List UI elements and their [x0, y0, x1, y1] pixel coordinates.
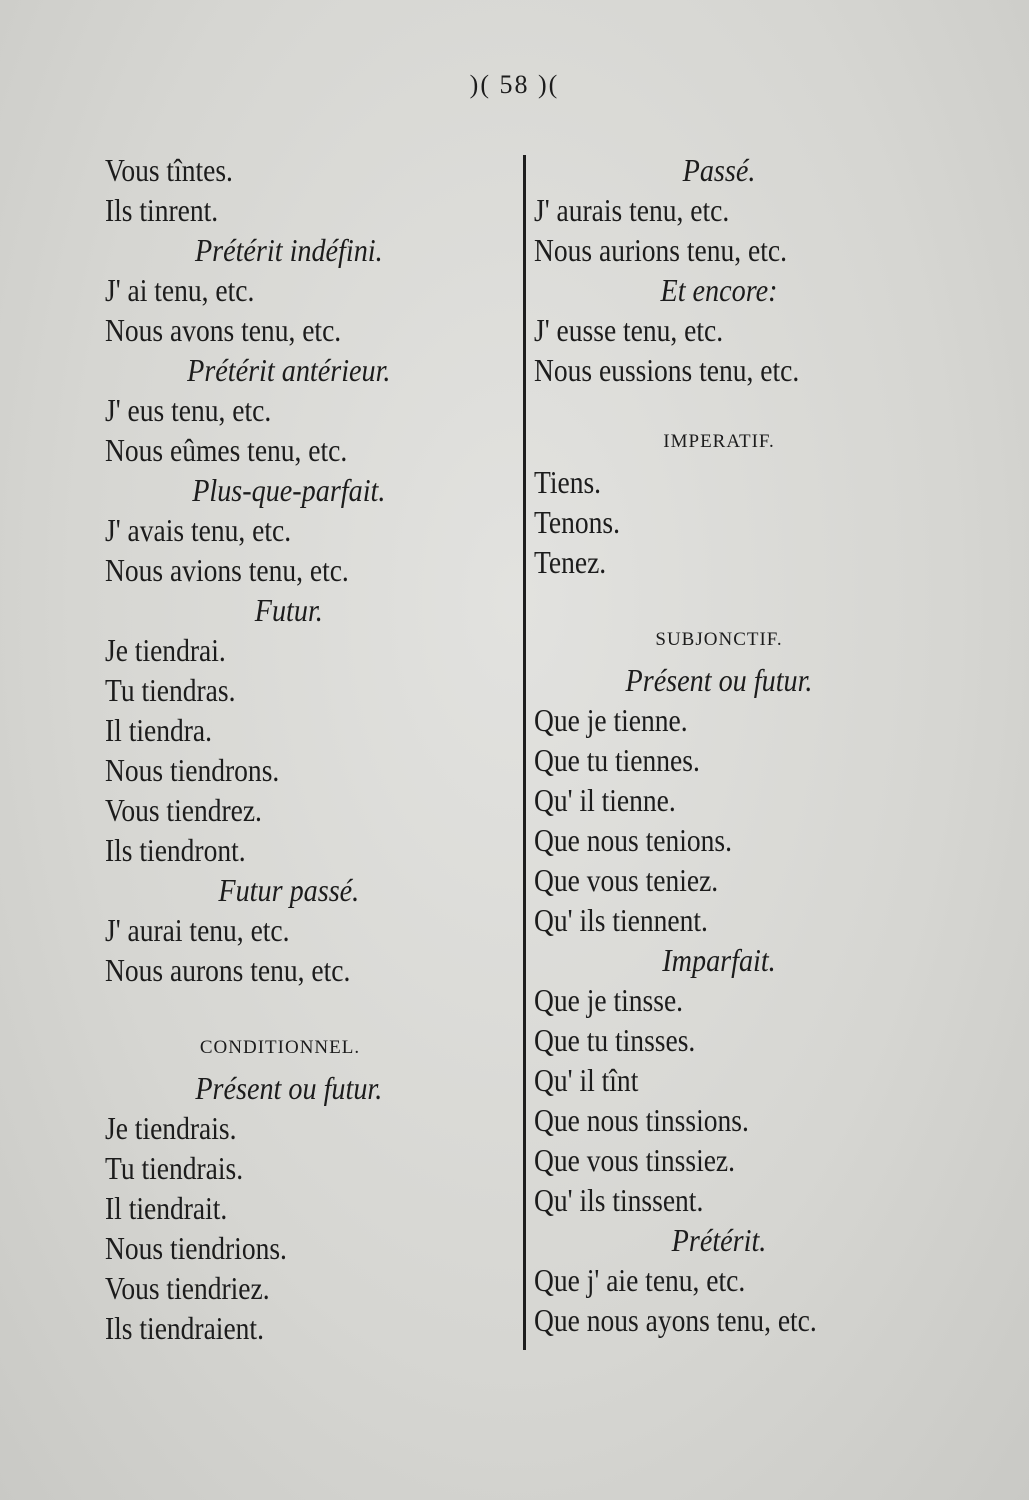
conjugation-line: Vous tiendriez.	[105, 1270, 270, 1306]
conjugation-line: Que vous tinssiez.	[534, 1142, 736, 1178]
conjugation-line: Nous tiendrions.	[105, 1230, 287, 1266]
conjugation-line: Tenons.	[534, 504, 620, 540]
conjugation-line: Nous tiendrons.	[105, 752, 280, 788]
mood-heading: CONDITIONNEL.	[199, 1037, 361, 1058]
conjugation-line: Nous eussions tenu, etc.	[534, 352, 800, 388]
conjugation-line: Je tiendrais.	[105, 1110, 237, 1146]
conjugation-line: J' aurai tenu, etc.	[105, 912, 290, 948]
tense-heading: Présent ou futur.	[195, 1070, 383, 1106]
tense-heading: Prétérit indéfini.	[194, 232, 383, 268]
conjugation-line: J' avais tenu, etc.	[105, 512, 292, 548]
conjugation-line: Que vous teniez.	[534, 862, 719, 898]
tense-heading: Futur passé.	[218, 872, 360, 908]
conjugation-line: Il tiendra.	[105, 712, 212, 748]
conjugation-line: Que tu tinsses.	[534, 1022, 696, 1058]
conjugation-line: Nous aurions tenu, etc.	[534, 232, 787, 268]
conjugation-line: Que je tienne.	[534, 702, 688, 738]
tense-heading: Et encore:	[660, 272, 778, 308]
conjugation-line: Que nous tenions.	[534, 822, 732, 858]
spacer	[534, 582, 904, 620]
conjugation-line: Vous tîntes.	[105, 152, 233, 188]
conjugation-line: Nous eûmes tenu, etc.	[105, 432, 348, 468]
conjugation-line: Qu' il tienne.	[534, 782, 676, 818]
tense-heading: Prétérit antérieur.	[187, 352, 391, 388]
conjugation-line: Que tu tiennes.	[534, 742, 700, 778]
conjugation-line: Qu' ils tinssent.	[534, 1182, 704, 1218]
conjugation-line: Ils tinrent.	[105, 192, 219, 228]
tense-heading: Prétérit.	[671, 1222, 767, 1258]
conjugation-line: Que je tinsse.	[534, 982, 684, 1018]
conjugation-line: Nous aurons tenu, etc.	[105, 952, 351, 988]
tense-heading: Imparfait.	[662, 942, 776, 978]
spacer	[534, 390, 904, 422]
right-column	[534, 150, 904, 1340]
conjugation-line: Tu tiendrais.	[105, 1150, 244, 1186]
conjugation-line: Nous avons tenu, etc.	[105, 312, 342, 348]
tense-heading: Passé.	[682, 152, 756, 188]
conjugation-line: Qu' il tînt	[534, 1062, 639, 1098]
conjugation-line: Tu tiendras.	[105, 672, 236, 708]
conjugation-line: J' ai tenu, etc.	[105, 272, 255, 308]
conjugation-line: J' eusse tenu, etc.	[534, 312, 724, 348]
conjugation-line: Ils tiendraient.	[105, 1310, 264, 1346]
mood-heading: IMPERATIF.	[663, 431, 775, 452]
tense-heading: Présent ou futur.	[625, 662, 813, 698]
conjugation-line: J' eus tenu, etc.	[105, 392, 272, 428]
page-number: )( 58 )(	[469, 70, 560, 99]
conjugation-line: Vous tiendrez.	[105, 792, 262, 828]
tense-heading: Futur.	[254, 592, 323, 628]
conjugation-line: Qu' ils tiennent.	[534, 902, 708, 938]
conjugation-line: Que j' aie tenu, etc.	[534, 1262, 746, 1298]
conjugation-line: J' aurais tenu, etc.	[534, 192, 730, 228]
left-column	[105, 150, 455, 1348]
conjugation-line: Que nous ayons tenu, etc.	[534, 1302, 817, 1338]
mood-heading: SUBJONCTIF.	[655, 629, 783, 650]
conjugation-line: Il tiendrait.	[105, 1190, 228, 1226]
conjugation-line: Nous avions tenu, etc.	[105, 552, 349, 588]
conjugation-line: Ils tiendront.	[105, 832, 246, 868]
spacer	[105, 990, 455, 1028]
conjugation-line: Je tiendrai.	[105, 632, 226, 668]
conjugation-line: Tiens.	[534, 464, 602, 500]
conjugation-line: Tenez.	[534, 544, 607, 580]
conjugation-line: Que nous tinssions.	[534, 1102, 749, 1138]
column-divider	[523, 155, 526, 1350]
tense-heading: Plus-que-parfait.	[192, 472, 386, 508]
